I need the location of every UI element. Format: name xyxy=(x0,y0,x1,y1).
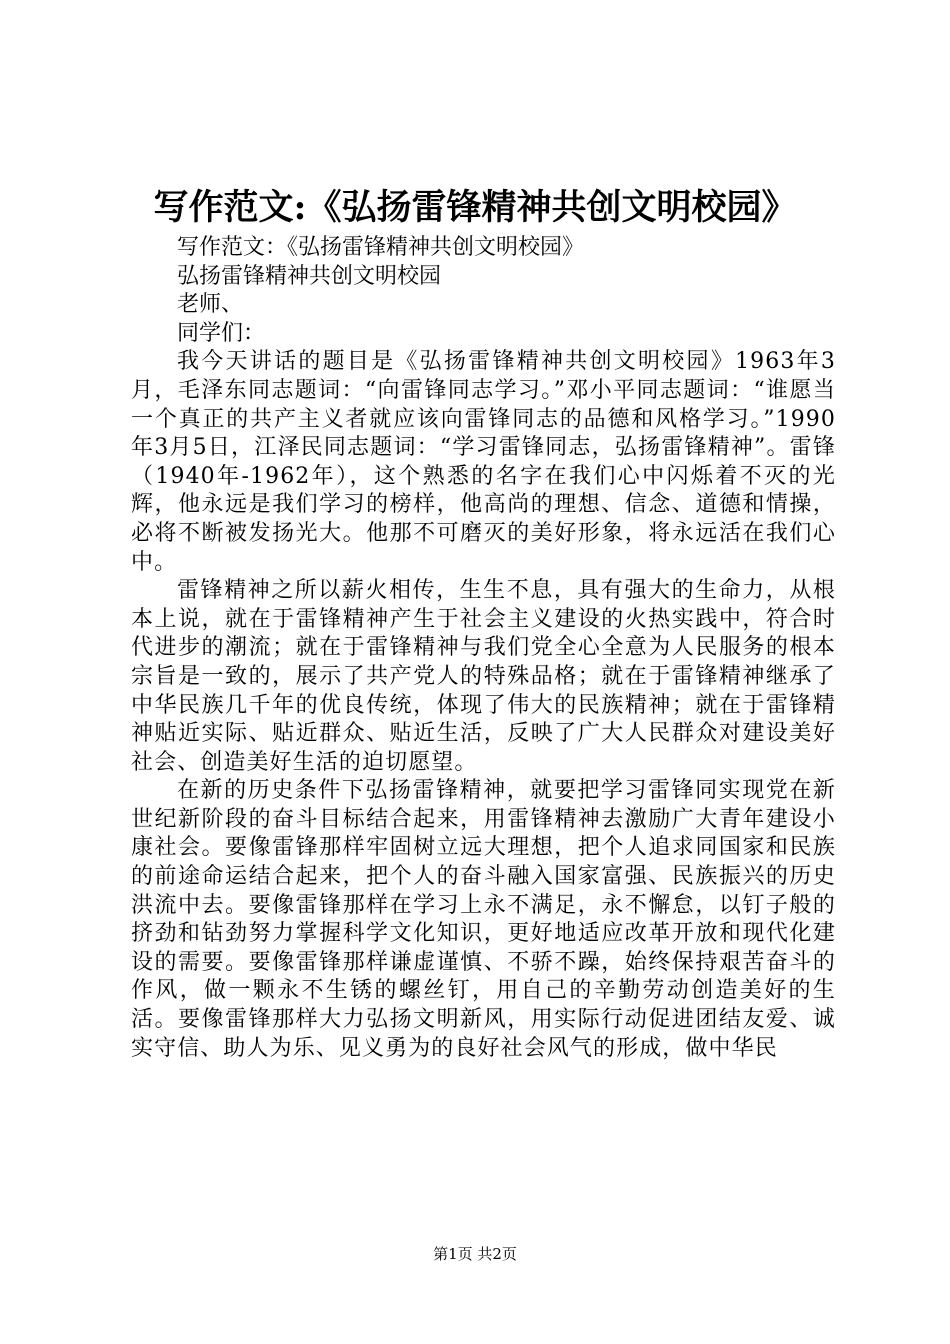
document-body xyxy=(131,234,836,1063)
body-paragraph: 在新的历史条件下弘扬雷锋精神，就要把学习雷锋同实现党在新世纪新阶段的奋斗目标结合起来，用雷锋精神去激励广大青年建设小康社会。要像雷锋那样牢固树立远大理想，把个人追求同国家和民族的前途命运结合起来，把个人的奋斗融入国家富强、民族振兴的历史洪流中去。要像雷锋那样在学习上永不满足，永不懈怠，以钉子般的挤劲和钻劲努力掌握科学文化知识，更好地适应改革开放和现代化建设的需要。要像雷锋那样谦虚谨慎、不骄不躁，始终保持艰苦奋斗的作风，做一颗永不生锈的螺丝钉，用自己的辛勤劳动创造美好的生活。要像雷锋那样大力弘扬文明新风，用实际行动促进团结友爱、诚实守信、助人为乐、见义勇为的良好社会风气的形成，做中华民 xyxy=(131,778,836,1061)
document-title: 写作范文:《弘扬雷锋精神共创文明校园》 xyxy=(153,187,797,228)
body-paragraph: 我今天讲话的题目是《弘扬雷锋精神共创文明校园》1963年3月，毛泽东同志题词：“向雷锋同志学习。”邓小平同志题词：“谁愿当一个真正的共产主义者就应该向雷锋同志的品德和风格学习。”1990年3月5日，江泽民同志题词：“学习雷锋同志，弘扬雷锋精神”。雷锋（1940年-1962年），这个熟悉的名字在我们心中闪烁着不灭的光辉，他永远是我们学习的榜样，他高尚的理想、信念、道德和情操，必将不断被发扬光大。他那不可磨灭的美好形象，将永远活在我们心中。 xyxy=(131,349,836,575)
intro-line: 老师、 xyxy=(177,292,244,318)
intro-line: 写作范文：《弘扬雷锋精神共创文明校园》 xyxy=(177,235,585,260)
body-paragraph: 雷锋精神之所以薪火相传，生生不息，具有强大的生命力，从根本上说，就在于雷锋精神产生于社会主义建设的火热实践中，符合时代进步的潮流；就在于雷锋精神与我们党全心全意为人民服务的根本宗旨是一致的，展示了共产党人的特殊品格；就在于雷锋精神继承了中华民族几千年的优良传统，体现了伟大的民族精神；就在于雷锋精神贴近实际、贴近群众、贴近生活，反映了广大人民群众对建设美好社会、创造美好生活的迫切愿望。 xyxy=(131,578,836,775)
intro-line: 弘扬雷锋精神共创文明校园 xyxy=(177,263,442,289)
intro-line: 同学们： xyxy=(177,320,266,346)
page-footer: 第1页 共2页 xyxy=(433,1245,517,1263)
